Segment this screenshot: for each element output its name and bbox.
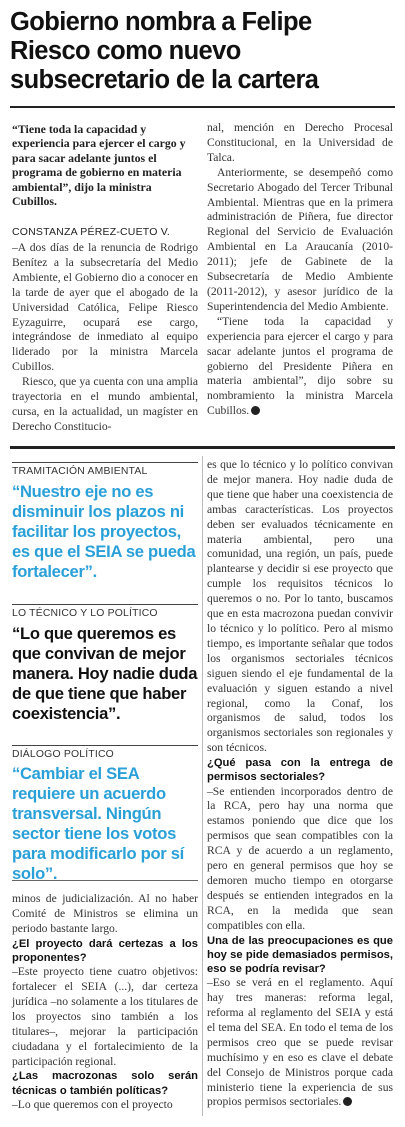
section-divider [10,446,395,449]
interview-left-column [12,892,198,1113]
interview-question: Una de las preocupaciones es que hoy se pide demasiados permisos, eso se podría revisar? [207,934,393,975]
interview-answer: –Lo que queremos con el proyecto [12,1097,173,1111]
highlight-rule [12,462,198,463]
interview-right-column [207,458,393,1110]
article-right-column [207,121,393,419]
interview-paragraph: minos de judicialización. Al no haber Comité de Ministros se elimina un periodo bastante largo. [12,892,198,935]
highlight-label: DIÁLOGO POLÍTICO [12,749,114,760]
pull-quote: “Tiene toda la capacidad y experiencia para ejercer el cargo y para sacar adelante juntos el programa de gobierno en materia ambiental”, dijo la ministra Cubillos. [12,122,186,209]
article-paragraph: Riesco, que ya cuenta con una amplia trayectoria en el mundo ambiental, cursa, en la actualidad, un magíster en Derecho Constitucio- [12,375,198,433]
byline: CONSTANZA PÉREZ-CUETO V. [12,226,171,238]
column-divider [202,456,203,1116]
interview-question: ¿Qué pasa con la entrega de permisos sectoriales? [207,757,393,784]
article-paragraph [207,315,393,419]
interview-question: ¿El proyecto dará certezas a los proponentes? [12,937,198,964]
interview-answer-text: –Eso se verá en el reglamento. Aquí hay tres maneras: reforma legal, reforma al reglamento del SEIA y está el tema del SEA. En todo el tema de los permisos creo que se puede revisar muchísimo y en eso es clave el debate del Consejo de Ministros porque cada ministerio tiene la experiencia de sus propios permisos sectoriales. [207,976,393,1109]
headline: Gobierno nombra a Felipe Riesco como nuevo subsecretario de la cartera [10,8,319,94]
article-left-column [12,241,198,435]
highlight-rule [12,745,198,746]
highlight-label: TRAMITACIÓN AMBIENTAL [12,466,148,477]
column-rule [12,880,198,881]
interview-answer [207,976,393,1110]
article-paragraph-text: “Tiene toda la capacidad y experiencia para ejercer el cargo y para sacar adelante juntos el programa de gobierno del Presidente Piñera en materia ambiental”, dijo sobre su nombramiento la ministra Marcela Cubillos. [207,314,393,418]
highlight-label: LO TÉCNICO Y LO POLÍTICO [12,608,158,619]
article-paragraph: nal, mención en Derecho Procesal Constitucional, en la Universidad de Talca. [207,121,393,164]
highlight-quote: “Nuestro eje no es disminuir los plazos ni facilitar los proyectos, es que el SEIA se pueda fortalecer”. [12,482,196,581]
end-mark-icon [251,406,260,415]
end-mark-icon [343,1097,352,1106]
highlight-rule [12,604,198,605]
article-paragraph: Anteriormente, se desempeñó como Secretario Abogado del Tercer Tribunal Ambiental. Mientras que en la primera administración de Piñera, fue director Regional del Servicio de Evaluación Ambiental en La Araucanía (2010-2011); jefe de Gabinete de la Subsecretaría de Medio Ambiente (2011-2012), y asesor jurídico de la Superintendencia del Medio Ambiente. [207,165,393,313]
article-paragraph: –A dos días de la renuncia de Rodrigo Benítez a la subsecretaría del Medio Ambiente, el Gobierno dio a conocer en la tarde de ayer que el abogado de la Universidad Católica, Felipe Riesco Eyzaguirre, ocupará ese cargo, integrándose de inmediato al equipo liderado por la ministra Marcela Cubillos. [12,241,198,374]
headline-rule [10,106,395,108]
interview-paragraph: es que lo técnico y lo político convivan de mejor manera. Hoy nadie duda de que tiene que haber una coexistencia de ambas características. Los proyectos deben ser evaluados técnicamente en materia ambiental, pero una comunidad, una región, un país, puede plantearse y decidir si ese proyecto que cumple los requisitos técnicos lo queremos o no. Por lo tanto, buscamos que en esta macrozona puedan convivir lo técnico y lo político. Pero al mismo tiempo, es importante señalar que todos los organismos sectoriales técnicos siguen siendo el eje fundamental de la evaluación y siguen estando a nivel regional, como la Conaf, los organismos de salud, todos los organismos sectoriales son regionales y son técnicos. [207,458,393,755]
interview-answer: –Se entienden incorporados dentro de la RCA, pero hay una norma que estamos poniendo que dice que los permisos que sean compatibles con la RCA y de acuerdo a un reglamento, pero en general permisos que hoy se demoren mucho tiempo en otorgarse después se entienden integrados en la RCA, en la medida que sean compatibles con ella. [207,784,393,932]
highlight-quote: “Cambiar el SEA requiere un acuerdo transversal. Ningún sector tiene los votos para modificarlo por sí solo”. [12,764,184,883]
interview-question: ¿Las macrozonas solo serán técnicas o también políticas? [12,1070,198,1097]
interview-answer: –Este proyecto tiene cuatro objetivos: fortalecer el SEIA (...), dar certeza jurídica –no solamente a los titulares de los proyectos sino también a los titulares–, mejorar la participación ciudadana y el fortalecimiento de la participación regional. [12,965,198,1068]
highlight-quote: “Lo que queremos es que convivan de mejor manera. Hoy nadie duda de que tiene que haber coexistencia”. [12,624,198,723]
